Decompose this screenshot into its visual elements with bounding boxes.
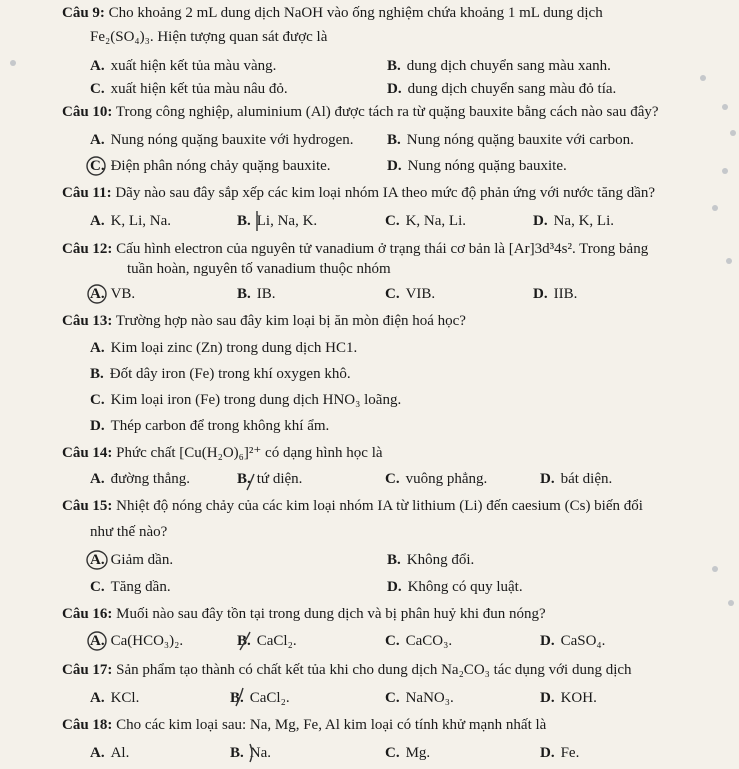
option-text: Ca(HCO₃)₂. [110, 633, 184, 649]
option-text: Kim loại iron (Fe) trong dung dịch HNO₃ loãng. [110, 392, 402, 408]
option-letter: B. [387, 552, 401, 568]
option-c [385, 632, 452, 650]
option-b [387, 131, 634, 149]
question-9 [62, 4, 603, 22]
option-letter: A. [90, 340, 105, 356]
option-d [533, 285, 577, 303]
option-text: vuông phẳng. [405, 471, 488, 487]
option-c [385, 212, 466, 230]
question-15 [62, 497, 643, 515]
option-a [90, 339, 357, 357]
option-letter: C. [90, 158, 105, 174]
option-b [387, 57, 611, 75]
question-14 [62, 444, 383, 462]
option-text: CaCO₃. [405, 633, 453, 649]
option-text: Kim loại zinc (Zn) trong dung dịch HC1. [110, 340, 358, 356]
question-text: Trường hợp nào sau đây kim loại bị ăn mòn điện hoá học? [115, 313, 466, 329]
question-number: Câu 17: [62, 662, 113, 678]
option-d [540, 744, 579, 762]
option-letter: B. [237, 471, 251, 487]
option-a [90, 744, 129, 762]
question-11 [62, 184, 655, 202]
option-letter: D. [540, 745, 555, 761]
option-c [385, 744, 430, 762]
option-text: IB. [256, 286, 276, 302]
option-text: KOH. [560, 690, 597, 706]
option-letter: D. [540, 690, 555, 706]
option-a [90, 689, 139, 707]
question-number: Câu 11: [62, 185, 112, 201]
option-text: VB. [110, 286, 136, 302]
option-letter: B. [237, 286, 251, 302]
option-letter: A. [90, 552, 105, 568]
option-letter: A. [90, 58, 105, 74]
question-9-line2: Fe₂(SO₄)₃. Hiện tượng quan sát được là [90, 29, 328, 45]
option-a [90, 212, 171, 230]
option-text: Nung nóng quặng bauxite với hydrogen. [110, 132, 354, 148]
question-text: Sản phẩm tạo thành có chất kết tủa khi cho dung dịch Na₂CO₃ tác dụng với dung dịch [116, 662, 632, 678]
option-letter: B. [237, 633, 251, 649]
question-number: Câu 14: [62, 445, 113, 461]
question-text: Cấu hình electron của nguyên tử vanadium ở trạng thái cơ bản là [Ar]3d³4s². Trong bảng [116, 241, 649, 257]
option-text: Đốt dây iron (Fe) trong khí oxygen khô. [109, 366, 351, 382]
option-letter: C. [385, 213, 400, 229]
option-d [533, 212, 614, 230]
option-c [90, 80, 288, 98]
question-text: Cho khoảng 2 mL dung dịch NaOH vào ống nghiệm chứa khoảng 1 mL dung dịch [108, 5, 603, 21]
option-letter: D. [387, 81, 402, 97]
question-16 [62, 605, 546, 623]
option-letter: B. [237, 213, 251, 229]
option-letter: D. [540, 471, 555, 487]
option-text: Thép carbon để trong không khí ẩm. [110, 418, 330, 434]
option-a [90, 470, 190, 488]
option-text: Al. [110, 745, 130, 761]
option-b [237, 285, 276, 303]
option-text: Mg. [405, 745, 431, 761]
option-d [540, 632, 605, 650]
option-d [90, 417, 329, 435]
option-text: bát diện. [560, 471, 613, 487]
option-text: CaCl₂. [256, 633, 297, 649]
option-text: CaSO₄. [560, 633, 606, 649]
option-b [237, 470, 302, 488]
question-number: Câu 15: [62, 498, 113, 514]
question-15-line2: như thế nào? [90, 524, 168, 540]
question-text: Phức chất [Cu(H₂O)₆]²⁺ có dạng hình học là [116, 445, 383, 461]
option-letter: A. [90, 471, 105, 487]
question-number: Câu 9: [62, 5, 105, 21]
option-letter: C. [385, 690, 400, 706]
question-text: Muối nào sau đây tồn tại trong dung dịch và bị phân huỷ khi đun nóng? [116, 606, 546, 622]
option-text: K, Na, Li. [405, 213, 466, 229]
option-letter: B. [230, 745, 244, 761]
option-text: Nung nóng quặng bauxite. [407, 158, 567, 174]
option-letter: D. [387, 158, 402, 174]
option-d [387, 578, 523, 596]
option-d [387, 80, 616, 98]
margin-dot [730, 130, 736, 136]
option-letter: D. [540, 633, 555, 649]
option-a [90, 551, 173, 569]
option-d [387, 157, 567, 175]
margin-dot [10, 60, 16, 66]
question-number: Câu 12: [62, 241, 113, 257]
option-letter: C. [385, 471, 400, 487]
option-text: Tăng dần. [110, 579, 171, 595]
option-text: Điện phân nóng chảy quặng bauxite. [110, 158, 331, 174]
option-letter: B. [387, 58, 401, 74]
option-letter: A. [90, 213, 105, 229]
option-letter: B. [230, 690, 244, 706]
option-b [387, 551, 474, 569]
option-text: xuất hiện kết tủa màu nâu đỏ. [110, 81, 288, 97]
option-text: xuất hiện kết tủa màu vàng. [110, 58, 277, 74]
question-text: Nhiệt độ nóng chảy của các kim loại nhóm IA từ lithium (Li) đến caesium (Cs) biến đổi [116, 498, 643, 514]
question-number: Câu 13: [62, 313, 113, 329]
option-letter: C. [385, 286, 400, 302]
option-letter: D. [90, 418, 105, 434]
option-letter: A. [90, 286, 105, 302]
option-letter: A. [90, 633, 105, 649]
option-letter: A. [90, 745, 105, 761]
option-letter: A. [90, 132, 105, 148]
option-text: dung dịch chuyển sang màu đỏ tía. [407, 81, 617, 97]
margin-dot [722, 104, 728, 110]
option-text: tứ diện. [256, 471, 303, 487]
option-c [90, 391, 401, 409]
option-a [90, 57, 276, 75]
option-letter: B. [90, 366, 104, 382]
margin-dot [712, 205, 718, 211]
option-b [90, 365, 351, 383]
option-letter: C. [385, 633, 400, 649]
margin-dot [712, 566, 718, 572]
option-text: Na, K, Li. [553, 213, 614, 229]
option-a [90, 131, 354, 149]
option-text: KCl. [110, 690, 140, 706]
margin-dot [728, 600, 734, 606]
option-letter: D. [533, 286, 548, 302]
margin-dot [700, 75, 706, 81]
question-number: Câu 18: [62, 717, 113, 733]
option-text: Giảm dần. [110, 552, 174, 568]
option-text: IIB. [553, 286, 578, 302]
question-12 [62, 240, 648, 258]
option-text: đường thẳng. [110, 471, 190, 487]
option-letter: C. [90, 392, 105, 408]
question-18 [62, 716, 546, 734]
option-letter: A. [90, 690, 105, 706]
option-text: NaNO₃. [405, 690, 454, 706]
option-text: Li, Na, K. [256, 213, 318, 229]
question-text: Dãy nào sau đây sắp xếp các kim loại nhóm IA theo mức độ phản ứng với nước tăng dần? [115, 185, 656, 201]
option-d [540, 470, 612, 488]
option-text: Fe. [560, 745, 580, 761]
option-letter: D. [387, 579, 402, 595]
option-b [237, 212, 317, 230]
question-text: Cho các kim loại sau: Na, Mg, Fe, Al kim loại có tính khử mạnh nhất là [116, 717, 547, 733]
option-c [90, 157, 331, 175]
question-13 [62, 312, 466, 330]
margin-dot [722, 168, 728, 174]
question-12-line2: tuần hoàn, nguyên tố vanadium thuộc nhóm [127, 261, 391, 277]
option-a [90, 285, 135, 303]
margin-dot [726, 258, 732, 264]
option-letter: B. [387, 132, 401, 148]
option-text: Na. [249, 745, 272, 761]
option-letter: C. [90, 81, 105, 97]
option-text: Nung nóng quặng bauxite với carbon. [406, 132, 634, 148]
option-c [385, 285, 435, 303]
question-number: Câu 10: [62, 104, 113, 120]
option-b [230, 689, 290, 707]
option-letter: D. [533, 213, 548, 229]
option-c [385, 470, 487, 488]
option-text: VIB. [405, 286, 436, 302]
question-17 [62, 661, 632, 679]
option-c [90, 578, 171, 596]
option-text: Không có quy luật. [407, 579, 523, 595]
option-b [230, 744, 271, 762]
option-b [237, 632, 297, 650]
option-text: dung dịch chuyển sang màu xanh. [406, 58, 611, 74]
option-text: Không đổi. [406, 552, 475, 568]
option-text: K, Li, Na. [110, 213, 171, 229]
option-letter: C. [385, 745, 400, 761]
question-number: Câu 16: [62, 606, 113, 622]
option-text: CaCl₂. [249, 690, 290, 706]
option-d [540, 689, 597, 707]
option-letter: C. [90, 579, 105, 595]
question-10 [62, 103, 659, 121]
question-text: Trong công nghiệp, aluminium (Al) được tách ra từ quặng bauxite bằng cách nào sau đây? [115, 104, 659, 120]
option-c [385, 689, 454, 707]
option-a [90, 632, 183, 650]
